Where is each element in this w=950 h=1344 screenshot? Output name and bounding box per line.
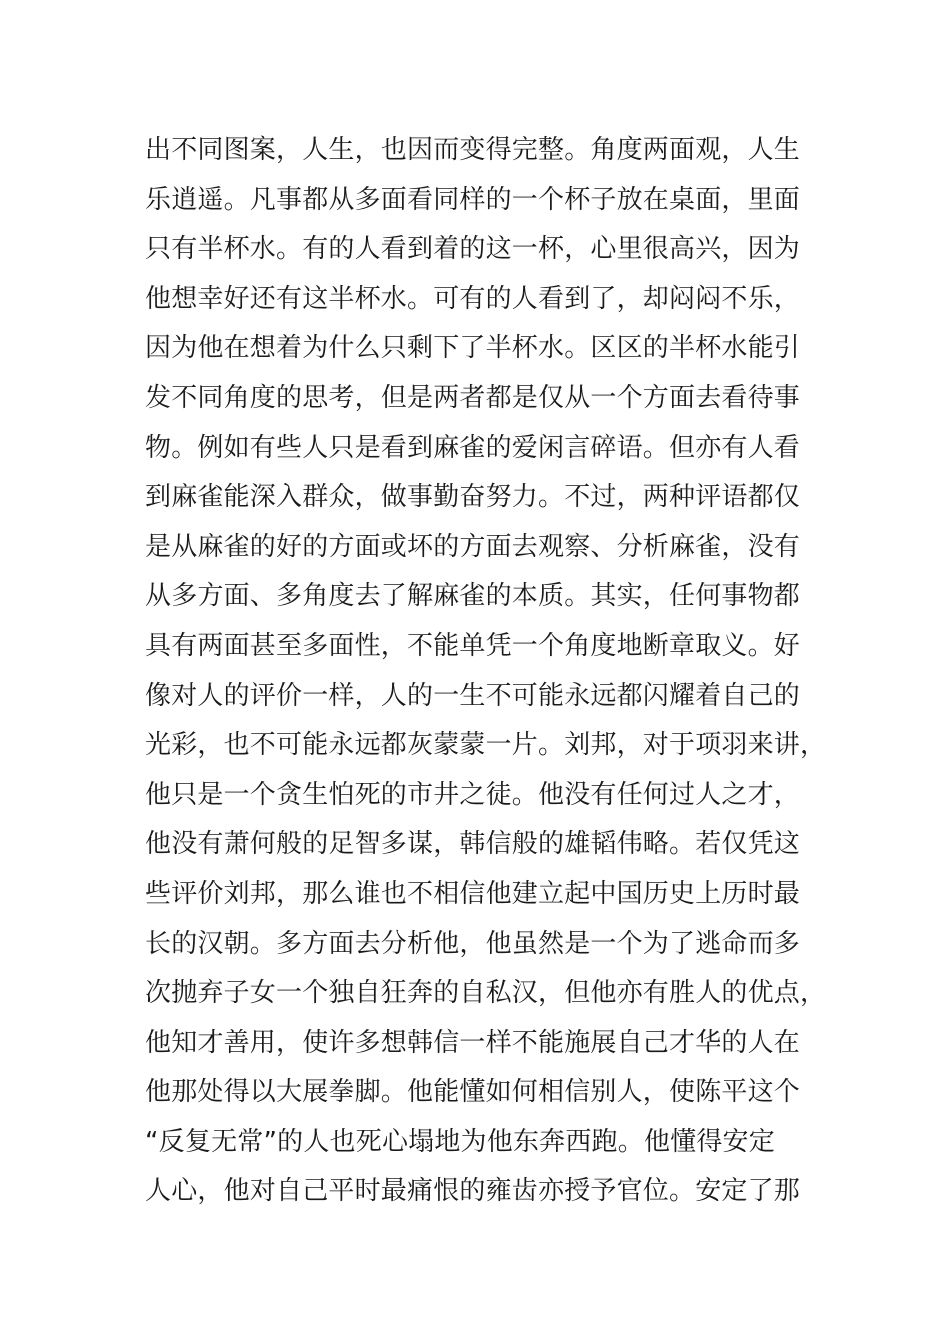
text-line: 从多方面、多角度去了解麻雀的本质。其实，任何事物都 <box>145 581 801 612</box>
text-line: 到麻雀能深入群众，做事勤奋努力。不过，两种评语都仅 <box>145 482 801 513</box>
text-line: 乐逍遥。凡事都从多面看同样的一个杯子放在桌面，里面 <box>145 184 801 215</box>
text-line: 出不同图案，人生，也因而变得完整。角度两面观，人生 <box>145 135 801 165</box>
text-line: 发不同角度的思考，但是两者都是仅从一个方面去看待事 <box>145 382 801 413</box>
text-line: 他知才善用，使许多想韩信一样不能施展自己才华的人在 <box>145 1027 801 1058</box>
text-line: 他没有萧何般的足智多谋，韩信般的雄韬伟略。若仅凭这 <box>145 829 801 860</box>
text-line: 他只是一个贪生怕死的市井之徒。他没有任何过人之才， <box>145 779 801 810</box>
text-line: 因为他在想着为什么只剩下了半杯水。区区的半杯水能引 <box>145 333 801 364</box>
text-line: 像对人的评价一样，人的一生不可能永远都闪耀着自己的 <box>145 680 801 711</box>
text-line: 次抛弃子女一个独自狂奔的自私汉，但他亦有胜人的优点， <box>145 978 827 1009</box>
text-line: 光彩，也不可能永远都灰蒙蒙一片。刘邦，对于项羽来讲， <box>145 730 827 761</box>
text-line: 是从麻雀的好的方面或坏的方面去观察、分析麻雀，没有 <box>145 531 801 562</box>
text-line: “反复无常”的人也死心塌地为他东奔西跑。他懂得安定 <box>145 1126 775 1157</box>
text-line: 具有两面甚至多面性，不能单凭一个角度地断章取义。好 <box>145 630 801 661</box>
text-line: 长的汉朝。多方面去分析他，他虽然是一个为了逃命而多 <box>145 928 801 959</box>
text-line: 些评价刘邦，那么谁也不相信他建立起中国历史上历时最 <box>145 878 801 909</box>
text-line: 物。例如有些人只是看到麻雀的爱闲言碎语。但亦有人看 <box>145 432 801 463</box>
text-line: 人心，他对自己平时最痛恨的雍齿亦授予官位。安定了那 <box>145 1176 801 1207</box>
text-line: 只有半杯水。有的人看到着的这一杯，心里很高兴，因为 <box>145 234 801 265</box>
body-text <box>145 126 827 1217</box>
text-line: 他想幸好还有这半杯水。可有的人看到了，却闷闷不乐， <box>145 283 801 314</box>
text-line: 他那处得以大展拳脚。他能懂如何相信别人，使陈平这个 <box>145 1077 801 1108</box>
